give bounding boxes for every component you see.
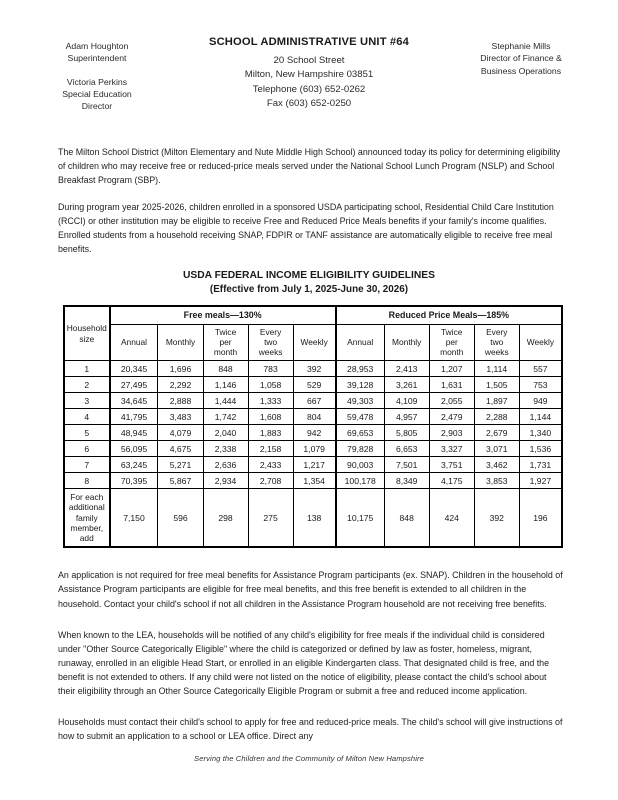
- cell-household-size: 4: [64, 409, 110, 425]
- cell-reduced-annual: 59,478: [336, 409, 384, 425]
- cell-free-monthly: 4,675: [158, 441, 203, 457]
- cell-free-weekly: 1,217: [293, 457, 336, 473]
- cell-reduced-weekly: 557: [519, 361, 562, 377]
- cell-reduced-annual: 100,178: [336, 473, 384, 489]
- contact-special-education-director: [22, 76, 172, 113]
- header-household-size-line1: Household: [66, 323, 107, 334]
- cell-reduced-weekly: 1,340: [519, 425, 562, 441]
- table-row: [64, 457, 562, 473]
- header-free-annual: Annual: [110, 324, 158, 360]
- cell-free-monthly: 4,079: [158, 425, 203, 441]
- cell-reduced-monthly: 7,501: [384, 457, 429, 473]
- contact-name: Victoria Perkins: [66, 76, 128, 87]
- cell-reduced-weekly: 753: [519, 377, 562, 393]
- cell-reduced-annual: 49,303: [336, 393, 384, 409]
- table-heading-line-2: (Effective from July 1, 2025-June 30, 2026): [209, 284, 409, 296]
- cell-free-twice-per-month: 2,338: [203, 441, 248, 457]
- cell-free-annual: 34,645: [110, 393, 158, 409]
- cell-free-weekly: 529: [293, 377, 336, 393]
- cell-reduced-monthly: 4,957: [384, 409, 429, 425]
- contact-title-line2: Director: [81, 101, 113, 112]
- cell-free-weekly: 667: [293, 393, 336, 409]
- cell-household-size: 5: [64, 425, 110, 441]
- cell-free-every-two-weeks: 2,433: [248, 457, 293, 473]
- contact-superintendent: [22, 40, 172, 65]
- contact-name: Adam Houghton: [65, 41, 129, 51]
- cell-free-weekly: 1,079: [293, 441, 336, 457]
- intro-paragraphs: [0, 145, 618, 256]
- contact-name: Stephanie Mills: [491, 41, 551, 51]
- contact-title: Special Education: [62, 89, 132, 100]
- cell-free-every-two-weeks: 2,158: [248, 441, 293, 457]
- each-additional-line3: family: [75, 512, 98, 523]
- header-reduced-weekly: Weekly: [519, 324, 562, 360]
- cell-reduced-twice-per-month: 1,631: [429, 377, 474, 393]
- table-head: [64, 306, 562, 360]
- each-additional-line4: member, add: [70, 522, 104, 544]
- paragraph-how-to-apply: Households must contact their child's school to apply for free and reduced-price meals. The child's school will give instructions of how to submit an application to a school or LEA office. Direct any: [58, 716, 563, 741]
- cell-free-annual: 70,395: [110, 473, 158, 489]
- cell-reduced-monthly: 5,805: [384, 425, 429, 441]
- cell-free-twice-per-month: 848: [203, 361, 248, 377]
- contact-title: Superintendent: [67, 53, 127, 64]
- cell-free-twice-per-month: 1,444: [203, 393, 248, 409]
- cell-reduced-weekly: 949: [519, 393, 562, 409]
- table-row: [64, 473, 562, 489]
- cell-reduced-twice-per-month: 1,207: [429, 361, 474, 377]
- header-reduced-annual: Annual: [336, 324, 384, 360]
- header-group-free-meals: Free meals—130%: [110, 306, 336, 324]
- table-heading: [0, 269, 618, 296]
- cell-reduced-every-two-weeks: 3,071: [474, 441, 519, 457]
- paragraph-assistance-program: An application is not required for free meal benefits for Assistance Program participants (ex. SNAP). Children in the household of Assistance Program participants are eligible for free meal benefits, and this free benefit is extended to all children in the household. Contact your child's school if not all children in the Assistance Program household are not receiving free benefits.: [58, 570, 563, 609]
- header-free-weekly: Weekly: [293, 324, 336, 360]
- contact-title-line2: Business Operations: [480, 65, 562, 76]
- footer-tagline: Serving the Children and the Community of Milton New Hampshire: [194, 754, 424, 763]
- cell-reduced-every-two-weeks: 1,897: [474, 393, 519, 409]
- eligibility-table-wrap: [0, 305, 618, 548]
- cell-free-twice-per-month: 1,742: [203, 409, 248, 425]
- cell-free-every-two-weeks: 1,058: [248, 377, 293, 393]
- cell-free-weekly: 138: [293, 489, 336, 548]
- cell-free-annual: 48,945: [110, 425, 158, 441]
- cell-free-twice-per-month: 2,040: [203, 425, 248, 441]
- income-eligibility-table: [63, 305, 563, 548]
- table-heading-line-1: USDA FEDERAL INCOME ELIGIBILITY GUIDELINES: [182, 270, 436, 282]
- cell-free-monthly: 596: [158, 489, 203, 548]
- cell-household-size: 8: [64, 473, 110, 489]
- cell-free-every-two-weeks: 1,608: [248, 409, 293, 425]
- cell-reduced-monthly: 3,261: [384, 377, 429, 393]
- cell-free-monthly: 5,867: [158, 473, 203, 489]
- letterhead-center: [172, 34, 446, 111]
- letterhead: [0, 0, 618, 113]
- cell-free-weekly: 392: [293, 361, 336, 377]
- table-column-header-row: [64, 324, 562, 360]
- address-line-2: Milton, New Hampshire 03851: [244, 69, 374, 81]
- cell-reduced-annual: 28,953: [336, 361, 384, 377]
- cell-reduced-monthly: 848: [384, 489, 429, 548]
- cell-reduced-weekly: 1,927: [519, 473, 562, 489]
- header-free-monthly: Monthly: [158, 324, 203, 360]
- cell-reduced-monthly: 4,109: [384, 393, 429, 409]
- paragraph-policy-announcement: The Milton School District (Milton Elementary and Nute Middle High School) announced today its policy for determining eligibility of children who may receive free or reduced-price meals served under the National School Lunch Program (NSLP) and School Breakfast Program (SBP).: [58, 146, 561, 185]
- cell-free-every-two-weeks: 1,333: [248, 393, 293, 409]
- address-line-1: 20 School Street: [273, 54, 345, 66]
- cell-reduced-every-two-weeks: 3,853: [474, 473, 519, 489]
- cell-free-monthly: 2,888: [158, 393, 203, 409]
- paragraph-other-source-categorically-eligible: When known to the LEA, households will be notified of any child's eligibility for free meals if the individual child is considered under "Other Source Categorically Eligible" where the child is categorized or defined by law as foster, homeless, migrant, runaway, enrolled in an eligible Head Start, or enrolled in an eligible Kindergarten class. That designated child is free, and the benefit is not extended to others. If any child were not listed on the notice of eligibility, please contact the child's school about their eligibility through an Other Source Categorically Eligible Program or submit a free and reduced income application.: [58, 629, 550, 696]
- cell-reduced-every-two-weeks: 1,114: [474, 361, 519, 377]
- table-row: [64, 409, 562, 425]
- each-additional-line1: For each: [70, 492, 104, 503]
- table-row: [64, 361, 562, 377]
- cell-reduced-annual: 79,828: [336, 441, 384, 457]
- cell-reduced-annual: 90,003: [336, 457, 384, 473]
- cell-free-monthly: 2,292: [158, 377, 203, 393]
- header-household-size: [64, 306, 110, 360]
- cell-free-annual: 56,095: [110, 441, 158, 457]
- cell-reduced-twice-per-month: 3,327: [429, 441, 474, 457]
- telephone-line: Telephone (603) 652-0262: [252, 83, 366, 95]
- cell-reduced-monthly: 2,413: [384, 361, 429, 377]
- cell-free-twice-per-month: 2,934: [203, 473, 248, 489]
- table-group-header-row: [64, 306, 562, 324]
- cell-reduced-twice-per-month: 2,903: [429, 425, 474, 441]
- cell-reduced-annual: 10,175: [336, 489, 384, 548]
- cell-free-every-two-weeks: 783: [248, 361, 293, 377]
- cell-free-monthly: 1,696: [158, 361, 203, 377]
- cell-household-size: 1: [64, 361, 110, 377]
- cell-free-twice-per-month: 298: [203, 489, 248, 548]
- cell-reduced-monthly: 6,653: [384, 441, 429, 457]
- cell-free-annual: 7,150: [110, 489, 158, 548]
- cell-reduced-twice-per-month: 4,175: [429, 473, 474, 489]
- cell-household-size: 2: [64, 377, 110, 393]
- cell-free-weekly: 804: [293, 409, 336, 425]
- table-row: [64, 425, 562, 441]
- cell-reduced-weekly: 1,731: [519, 457, 562, 473]
- cell-reduced-every-two-weeks: 392: [474, 489, 519, 548]
- contact-title: Director of Finance &: [480, 53, 562, 64]
- cell-reduced-every-two-weeks: 1,505: [474, 377, 519, 393]
- header-reduced-monthly: Monthly: [384, 324, 429, 360]
- cell-free-annual: 20,345: [110, 361, 158, 377]
- cell-reduced-monthly: 8,349: [384, 473, 429, 489]
- cell-free-every-two-weeks: 2,708: [248, 473, 293, 489]
- letterhead-right-contacts: [446, 34, 596, 77]
- cell-reduced-annual: 69,653: [336, 425, 384, 441]
- cell-free-annual: 27,495: [110, 377, 158, 393]
- cell-household-size: 6: [64, 441, 110, 457]
- paragraph-program-year: During program year 2025-2026, children enrolled in a sponsored USDA participating school, Residential Child Care Institution (RCCI) or other institution may be eligible to receive Free and Reduced Price Meals benefits if your family's income qualifies. Enrolled students from a household receiving SNAP, FDPIR or TANF assistance are automatically eligible to receive free meal benefits.: [58, 201, 554, 255]
- header-free-every-two-weeks: Every two weeks: [248, 324, 293, 360]
- cell-reduced-annual: 39,128: [336, 377, 384, 393]
- cell-reduced-twice-per-month: 2,055: [429, 393, 474, 409]
- cell-reduced-twice-per-month: 424: [429, 489, 474, 548]
- header-reduced-twice-per-month: Twice per month: [429, 324, 474, 360]
- cell-reduced-twice-per-month: 3,751: [429, 457, 474, 473]
- cell-reduced-every-two-weeks: 3,462: [474, 457, 519, 473]
- cell-reduced-twice-per-month: 2,479: [429, 409, 474, 425]
- cell-each-additional-label: [64, 489, 110, 548]
- table-body: [64, 361, 562, 548]
- header-group-reduced-price-meals: Reduced Price Meals—185%: [336, 306, 562, 324]
- cell-free-twice-per-month: 1,146: [203, 377, 248, 393]
- table-row: [64, 393, 562, 409]
- cell-free-weekly: 1,354: [293, 473, 336, 489]
- cell-free-every-two-weeks: 1,883: [248, 425, 293, 441]
- table-row: [64, 377, 562, 393]
- table-row-each-additional-member: [64, 489, 562, 548]
- cell-free-twice-per-month: 2,636: [203, 457, 248, 473]
- header-household-size-line2: size: [79, 333, 95, 344]
- table-row: [64, 441, 562, 457]
- cell-reduced-weekly: 1,536: [519, 441, 562, 457]
- contact-finance-director: [446, 40, 596, 77]
- cell-free-monthly: 5,271: [158, 457, 203, 473]
- header-reduced-every-two-weeks: Every two weeks: [474, 324, 519, 360]
- header-body-spacer: [0, 113, 618, 145]
- cell-reduced-every-two-weeks: 2,679: [474, 425, 519, 441]
- letterhead-left-contacts: [22, 34, 172, 113]
- cell-reduced-every-two-weeks: 2,288: [474, 409, 519, 425]
- fax-line: Fax (603) 652-0250: [266, 97, 352, 109]
- each-additional-line2: additional: [68, 502, 105, 513]
- cell-free-weekly: 942: [293, 425, 336, 441]
- organization-title: SCHOOL ADMINISTRATIVE UNIT #64: [208, 36, 410, 48]
- cell-free-every-two-weeks: 275: [248, 489, 293, 548]
- cell-reduced-weekly: 196: [519, 489, 562, 548]
- cell-free-annual: 63,245: [110, 457, 158, 473]
- cell-household-size: 3: [64, 393, 110, 409]
- cell-household-size: 7: [64, 457, 110, 473]
- cell-free-monthly: 3,483: [158, 409, 203, 425]
- cell-free-annual: 41,795: [110, 409, 158, 425]
- cell-reduced-weekly: 1,144: [519, 409, 562, 425]
- closing-paragraphs: [0, 568, 618, 743]
- header-free-twice-per-month: Twice per month: [203, 324, 248, 360]
